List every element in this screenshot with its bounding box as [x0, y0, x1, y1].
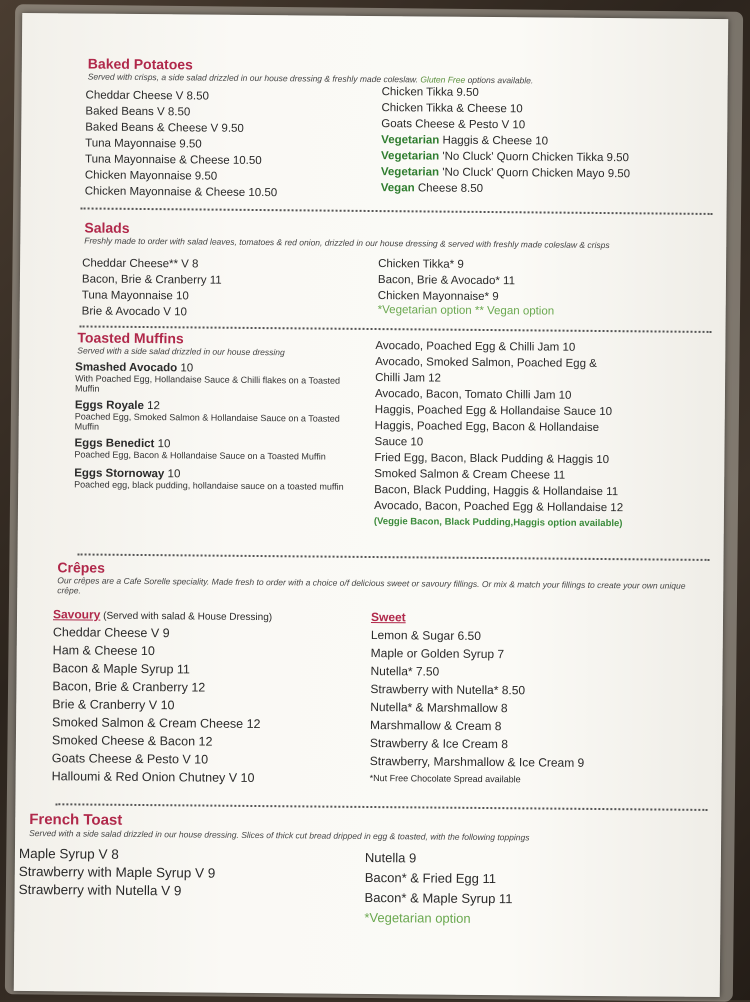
muffin-item: Eggs Royale 12 Poached Egg, Smoked Salmon & Hollandaise Sauce on a Toasted Muffin: [74, 399, 340, 432]
toast-right-list: [364, 848, 513, 926]
list-item: Chicken Mayonnaise 9.50: [84, 169, 218, 183]
list-item: Haggis, Poached Egg, Bacon & Hollandaise: [374, 420, 600, 434]
list-item: Chicken Tikka 9.50: [381, 86, 479, 99]
savoury-heading: Savoury (Served with salad & House Dressing): [52, 607, 273, 624]
list-item: Bacon* & Fried Egg 11: [364, 869, 497, 887]
toasted-muffins-section: [77, 329, 377, 358]
veggie-note: (Veggie Bacon, Black Pudding,Haggis option available): [373, 516, 623, 530]
list-item: Strawberry, Marshmallow & Ice Cream 9: [369, 753, 585, 770]
muffin-item: Eggs Stornoway 10 Poached egg, black pudding, hollandaise sauce on a toasted muffin: [74, 467, 344, 492]
muffins-right-list: [374, 338, 625, 532]
section-description: Freshly made to order with salad leaves, tomatoes & red onion, drizzled in our house dressing & served with freshly made coleslaw & crisps: [84, 235, 610, 251]
crepes-savoury-list: [52, 607, 273, 787]
list-item: Tuna Mayonnaise & Cheese 10.50: [84, 153, 262, 168]
list-item: Avocado, Bacon, Tomato Chilli Jam 10: [374, 388, 572, 402]
list-item: Avocado, Bacon, Poached Egg & Hollandaise 12: [373, 500, 624, 515]
list-item: Bacon, Brie & Cranberry 12: [52, 679, 206, 695]
list-item: Chicken Tikka* 9: [378, 258, 464, 271]
list-item: Vegetarian 'No Cluck' Quorn Chicken Tikka 9.50: [380, 150, 630, 165]
list-item: Sauce 10: [374, 436, 424, 449]
muffin-item: Eggs Benedict 10 Poached Egg, Bacon & Hollandaise Sauce on a Toasted Muffin: [74, 437, 326, 462]
list-item: Nutella* 7.50: [370, 664, 440, 679]
list-item: Fried Egg, Bacon, Black Pudding & Haggis 10: [374, 452, 610, 467]
list-item: Bacon, Black Pudding, Haggis & Hollandaise 11: [374, 484, 619, 499]
list-item: Goats Cheese & Pesto V 10: [381, 118, 526, 132]
list-item: Vegan Cheese 8.50: [380, 182, 484, 195]
section-description: Served with a side salad drizzled in our house dressing: [77, 345, 285, 358]
list-item: Goats Cheese & Pesto V 10: [51, 751, 209, 767]
section-title: Baked Potatoes: [87, 55, 193, 73]
vegetarian-note: *Vegetarian option ** Vegan option: [377, 304, 555, 318]
list-item: Marshmallow & Cream 8: [370, 718, 502, 734]
list-item: Avocado, Poached Egg & Chilli Jam 10: [375, 340, 576, 354]
list-item: Vegetarian Haggis & Cheese 10: [381, 134, 549, 148]
list-item: Chicken Tikka & Cheese 10: [381, 102, 523, 116]
section-title: Toasted Muffins: [77, 329, 184, 347]
section-description: Served with crisps, a side salad drizzled in our house dressing & freshly made coleslaw. Gluten Free options available.: [87, 71, 534, 86]
list-item: Vegetarian 'No Cluck' Quorn Chicken Mayo 9.50: [380, 166, 631, 181]
sweet-heading: Sweet: [370, 610, 406, 625]
list-item: Maple Syrup V 8: [18, 845, 119, 862]
section-description: Our crêpes are a Cafe Sorelle speciality. Made fresh to order with a choice o/f delicious sweet or savoury fillings. Or mix & match your fillings to create your own unique crêpe.: [57, 575, 686, 596]
divider: [81, 207, 713, 215]
list-item: Brie & Cranberry V 10: [52, 697, 175, 713]
list-item: Strawberry with Nutella V 9: [18, 881, 182, 899]
list-item: Halloumi & Red Onion Chutney V 10: [51, 769, 255, 785]
list-item: Nutella 9: [364, 849, 417, 866]
list-item: Smoked Salmon & Cream Cheese 11: [374, 468, 566, 482]
list-item: Cheddar Cheese V 8.50: [85, 89, 210, 103]
list-item: Haggis, Poached Egg & Hollandaise Sauce 10: [374, 404, 613, 419]
list-item: Baked Beans & Cheese V 9.50: [85, 121, 244, 135]
french-toast-section: [29, 811, 709, 844]
section-title: Salads: [84, 219, 130, 236]
list-item: Lemon & Sugar 6.50: [370, 628, 482, 643]
salads-right-list: [378, 256, 555, 318]
list-item: Ham & Cheese 10: [52, 643, 155, 659]
list-item: Brie & Avocado V 10: [81, 305, 188, 319]
section-description: Served with a side salad drizzled in our house dressing. Slices of thick cut bread dripped in egg & toasted, with the following toppings: [29, 828, 530, 843]
section-title: French Toast: [29, 811, 123, 829]
list-item: Smoked Salmon & Cream Cheese 12: [52, 715, 261, 732]
list-item: Cheddar Cheese V 9: [52, 625, 170, 641]
nut-free-note: *Nut Free Chocolate Spread available: [369, 772, 521, 785]
baked-potatoes-section: [88, 56, 708, 87]
salads-left-list: [82, 255, 222, 320]
crepes-section: [57, 559, 697, 601]
list-item: Bacon* & Maple Syrup 11: [364, 889, 513, 907]
list-item: Maple or Golden Syrup 7: [370, 646, 505, 662]
list-item: Smoked Cheese & Bacon 12: [51, 733, 213, 749]
list-item: Strawberry with Maple Syrup V 9: [18, 863, 216, 881]
divider: [55, 803, 707, 811]
list-item: Strawberry & Ice Cream 8: [369, 735, 509, 752]
list-item: Bacon, Brie & Avocado* 11: [377, 274, 516, 288]
salads-section: [84, 219, 704, 250]
list-item: Cheddar Cheese** V 8: [82, 257, 199, 271]
list-item: Chicken Mayonnaise* 9: [377, 290, 499, 304]
toast-left-list: [19, 845, 216, 901]
list-item: Tuna Mayonnaise 9.50: [85, 137, 202, 151]
list-item: Avocado, Smoked Salmon, Poached Egg &: [375, 356, 597, 370]
list-item: Chicken Mayonnaise & Cheese 10.50: [84, 185, 278, 200]
muffins-left-list: [74, 361, 361, 491]
baked-left-list: [85, 87, 278, 201]
list-item: Nutella* & Marshmallow 8: [370, 700, 508, 716]
list-item: Bacon & Maple Syrup 11: [52, 661, 190, 677]
menu-sheet: [14, 13, 729, 997]
list-item: Chilli Jam 12: [375, 372, 441, 385]
list-item: Tuna Mayonnaise 10: [81, 289, 189, 303]
section-title: Crêpes: [57, 559, 105, 576]
muffin-item: Smashed Avocado 10 With Poached Egg, Hollandaise Sauce & Chilli flakes on a Toasted Muffin: [74, 361, 341, 394]
vegetarian-note: *Vegetarian option: [364, 909, 471, 926]
crepes-sweet-list: [370, 610, 586, 788]
list-item: Strawberry with Nutella* 8.50: [370, 682, 526, 698]
baked-right-list: [381, 84, 631, 198]
list-item: Baked Beans V 8.50: [85, 105, 191, 119]
list-item: Bacon, Brie & Cranberry 11: [81, 273, 222, 287]
